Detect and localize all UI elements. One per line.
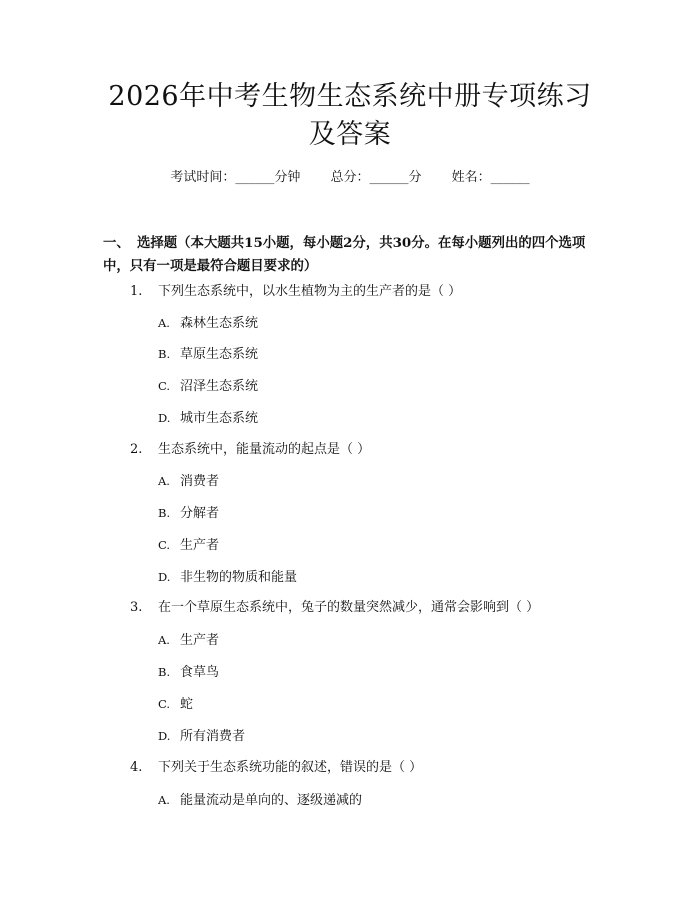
option-label: D. [158,570,171,584]
question-text: 下列关于生态系统功能的叙述，错误的是（ ） [158,760,423,775]
option-label: C. [158,379,171,393]
question-text: 生态系统中，能量流动的起点是（ ） [158,442,371,457]
question-number: 2. [130,442,143,457]
option-label: B. [158,347,171,361]
question-2-option-d [158,567,297,588]
option-text: 食草鸟 [180,665,220,680]
option-text: 草原生态系统 [180,347,259,362]
option-label: A. [158,316,170,330]
student-name-field: 姓名：______ [451,170,530,185]
option-label: A. [158,474,170,488]
question-1 [130,282,461,302]
option-text: 分解者 [180,506,220,521]
page-title: 2026年中考生物生态系统中册专项练习及答案 [108,81,592,150]
question-number: 4. [130,760,143,775]
question-4 [130,758,422,778]
question-2-option-c [158,535,219,556]
question-text: 在一个草原生态系统中，兔子的数量突然减少，通常会影响到（ ） [158,600,540,615]
option-text: 蛇 [180,697,194,712]
section-heading [103,232,603,278]
exam-meta [0,168,700,188]
question-3-option-c [158,694,193,715]
option-text: 沼泽生态系统 [180,379,259,394]
option-label: D. [158,729,171,743]
total-score-field: 总分：______分 [330,170,422,185]
option-text: 能量流动是单向的、逐级递减的 [180,793,363,808]
exam-time-field: 考试时间：______分钟 [170,170,301,185]
option-label: B. [158,506,171,520]
question-number: 3. [130,600,143,615]
option-label: D. [158,411,171,425]
question-1-option-a [158,313,258,334]
question-2 [130,440,370,460]
question-2-option-a [158,471,219,492]
option-label: C. [158,697,171,711]
option-text: 消费者 [180,474,220,489]
question-3-option-a [158,630,219,651]
question-1-option-b [158,344,258,365]
question-4-option-a [158,790,362,811]
question-1-option-d [158,408,258,429]
question-2-option-b [158,503,219,524]
question-3-option-d [158,726,245,747]
section-number: 一、 [103,235,130,251]
question-number: 1. [130,284,143,299]
question-text: 下列生态系统中，以水生植物为主的生产者的是（ ） [158,284,462,299]
option-text: 非生物的物质和能量 [180,570,298,585]
option-text: 生产者 [180,633,220,648]
question-3-option-b [158,662,219,683]
option-text: 生产者 [180,538,220,553]
option-label: C. [158,538,171,552]
option-text: 城市生态系统 [180,411,259,426]
option-text: 森林生态系统 [180,316,259,331]
option-text: 所有消费者 [180,729,246,744]
section-text: 选择题（本大题共15小题，每小题2分，共30分。在每小题列出的四个选项中，只有一项是最符合题目要求的） [103,235,586,274]
question-1-option-c [158,376,258,397]
question-3 [130,598,539,618]
option-label: A. [158,793,170,807]
option-label: A. [158,633,170,647]
option-label: B. [158,665,171,679]
